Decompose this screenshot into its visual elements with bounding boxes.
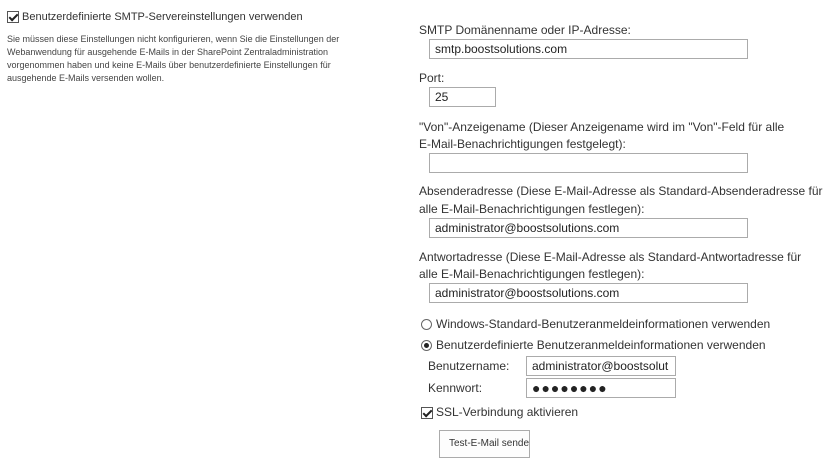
reply-label-line1: Antwortadresse (Diese E-Mail-Adresse als Standard-Antwortadresse für <box>419 250 802 264</box>
default-credentials-label: Windows-Standard-Benutzeranmeldeinformationen verwenden <box>436 317 771 331</box>
custom-credentials-option[interactable] <box>421 337 766 354</box>
sender-input[interactable]: administrator@boostsolutions.com <box>429 218 748 238</box>
test-email-button[interactable]: Test-E-Mail sende <box>439 430 530 458</box>
ssl-option[interactable] <box>421 404 578 421</box>
password-input[interactable]: ●●●●●●●● <box>526 378 676 398</box>
from-display-input[interactable] <box>429 153 748 173</box>
from-display-label-line2: E-Mail-Benachrichtigungen festgelegt): <box>419 137 626 151</box>
smtp-description: Sie müssen diese Einstellungen nicht konfigurieren, wenn Sie die Einstellungen der Webanwendung für ausgehende E-Mails in der SharePoint Zentraladministration vorgenommen haben und keine E-Mails über benutzerdefinierte Einstellungen für ausgehende E-Mails versenden wollen. <box>7 34 340 83</box>
port-input[interactable]: 25 <box>429 87 496 107</box>
custom-smtp-toggle[interactable] <box>7 11 303 23</box>
port-label: Port: <box>419 71 445 85</box>
reply-label-line2: alle E-Mail-Benachrichtigungen festlegen): <box>419 267 645 281</box>
smtp-domain-label: SMTP Domänenname oder IP-Adresse: <box>419 23 631 37</box>
ssl-checkbox[interactable] <box>421 407 433 419</box>
username-input[interactable]: administrator@boostsolut <box>526 356 676 376</box>
custom-credentials-radio[interactable] <box>421 340 432 351</box>
default-credentials-radio[interactable] <box>421 319 432 330</box>
custom-smtp-label: Benutzerdefinierte SMTP-Servereinstellungen verwenden <box>22 11 303 23</box>
from-display-label-line1: "Von"-Anzeigename (Dieser Anzeigename wird im "Von"-Feld für alle <box>419 120 785 134</box>
username-label: Benutzername: <box>428 359 510 373</box>
custom-smtp-checkbox[interactable] <box>7 11 19 23</box>
sender-label-line1: Absenderadresse (Diese E-Mail-Adresse als Standard-Absenderadresse für <box>419 184 823 198</box>
ssl-label: SSL-Verbindung aktivieren <box>436 405 579 419</box>
password-label: Kennwort: <box>428 381 483 395</box>
reply-input[interactable]: administrator@boostsolutions.com <box>429 283 748 303</box>
default-credentials-option[interactable] <box>421 316 770 333</box>
custom-credentials-label: Benutzerdefinierte Benutzeranmeldeinformationen verwenden <box>436 338 766 352</box>
sender-label-line2: alle E-Mail-Benachrichtigungen festlegen): <box>419 202 645 216</box>
smtp-domain-input[interactable]: smtp.boostsolutions.com <box>429 39 748 59</box>
